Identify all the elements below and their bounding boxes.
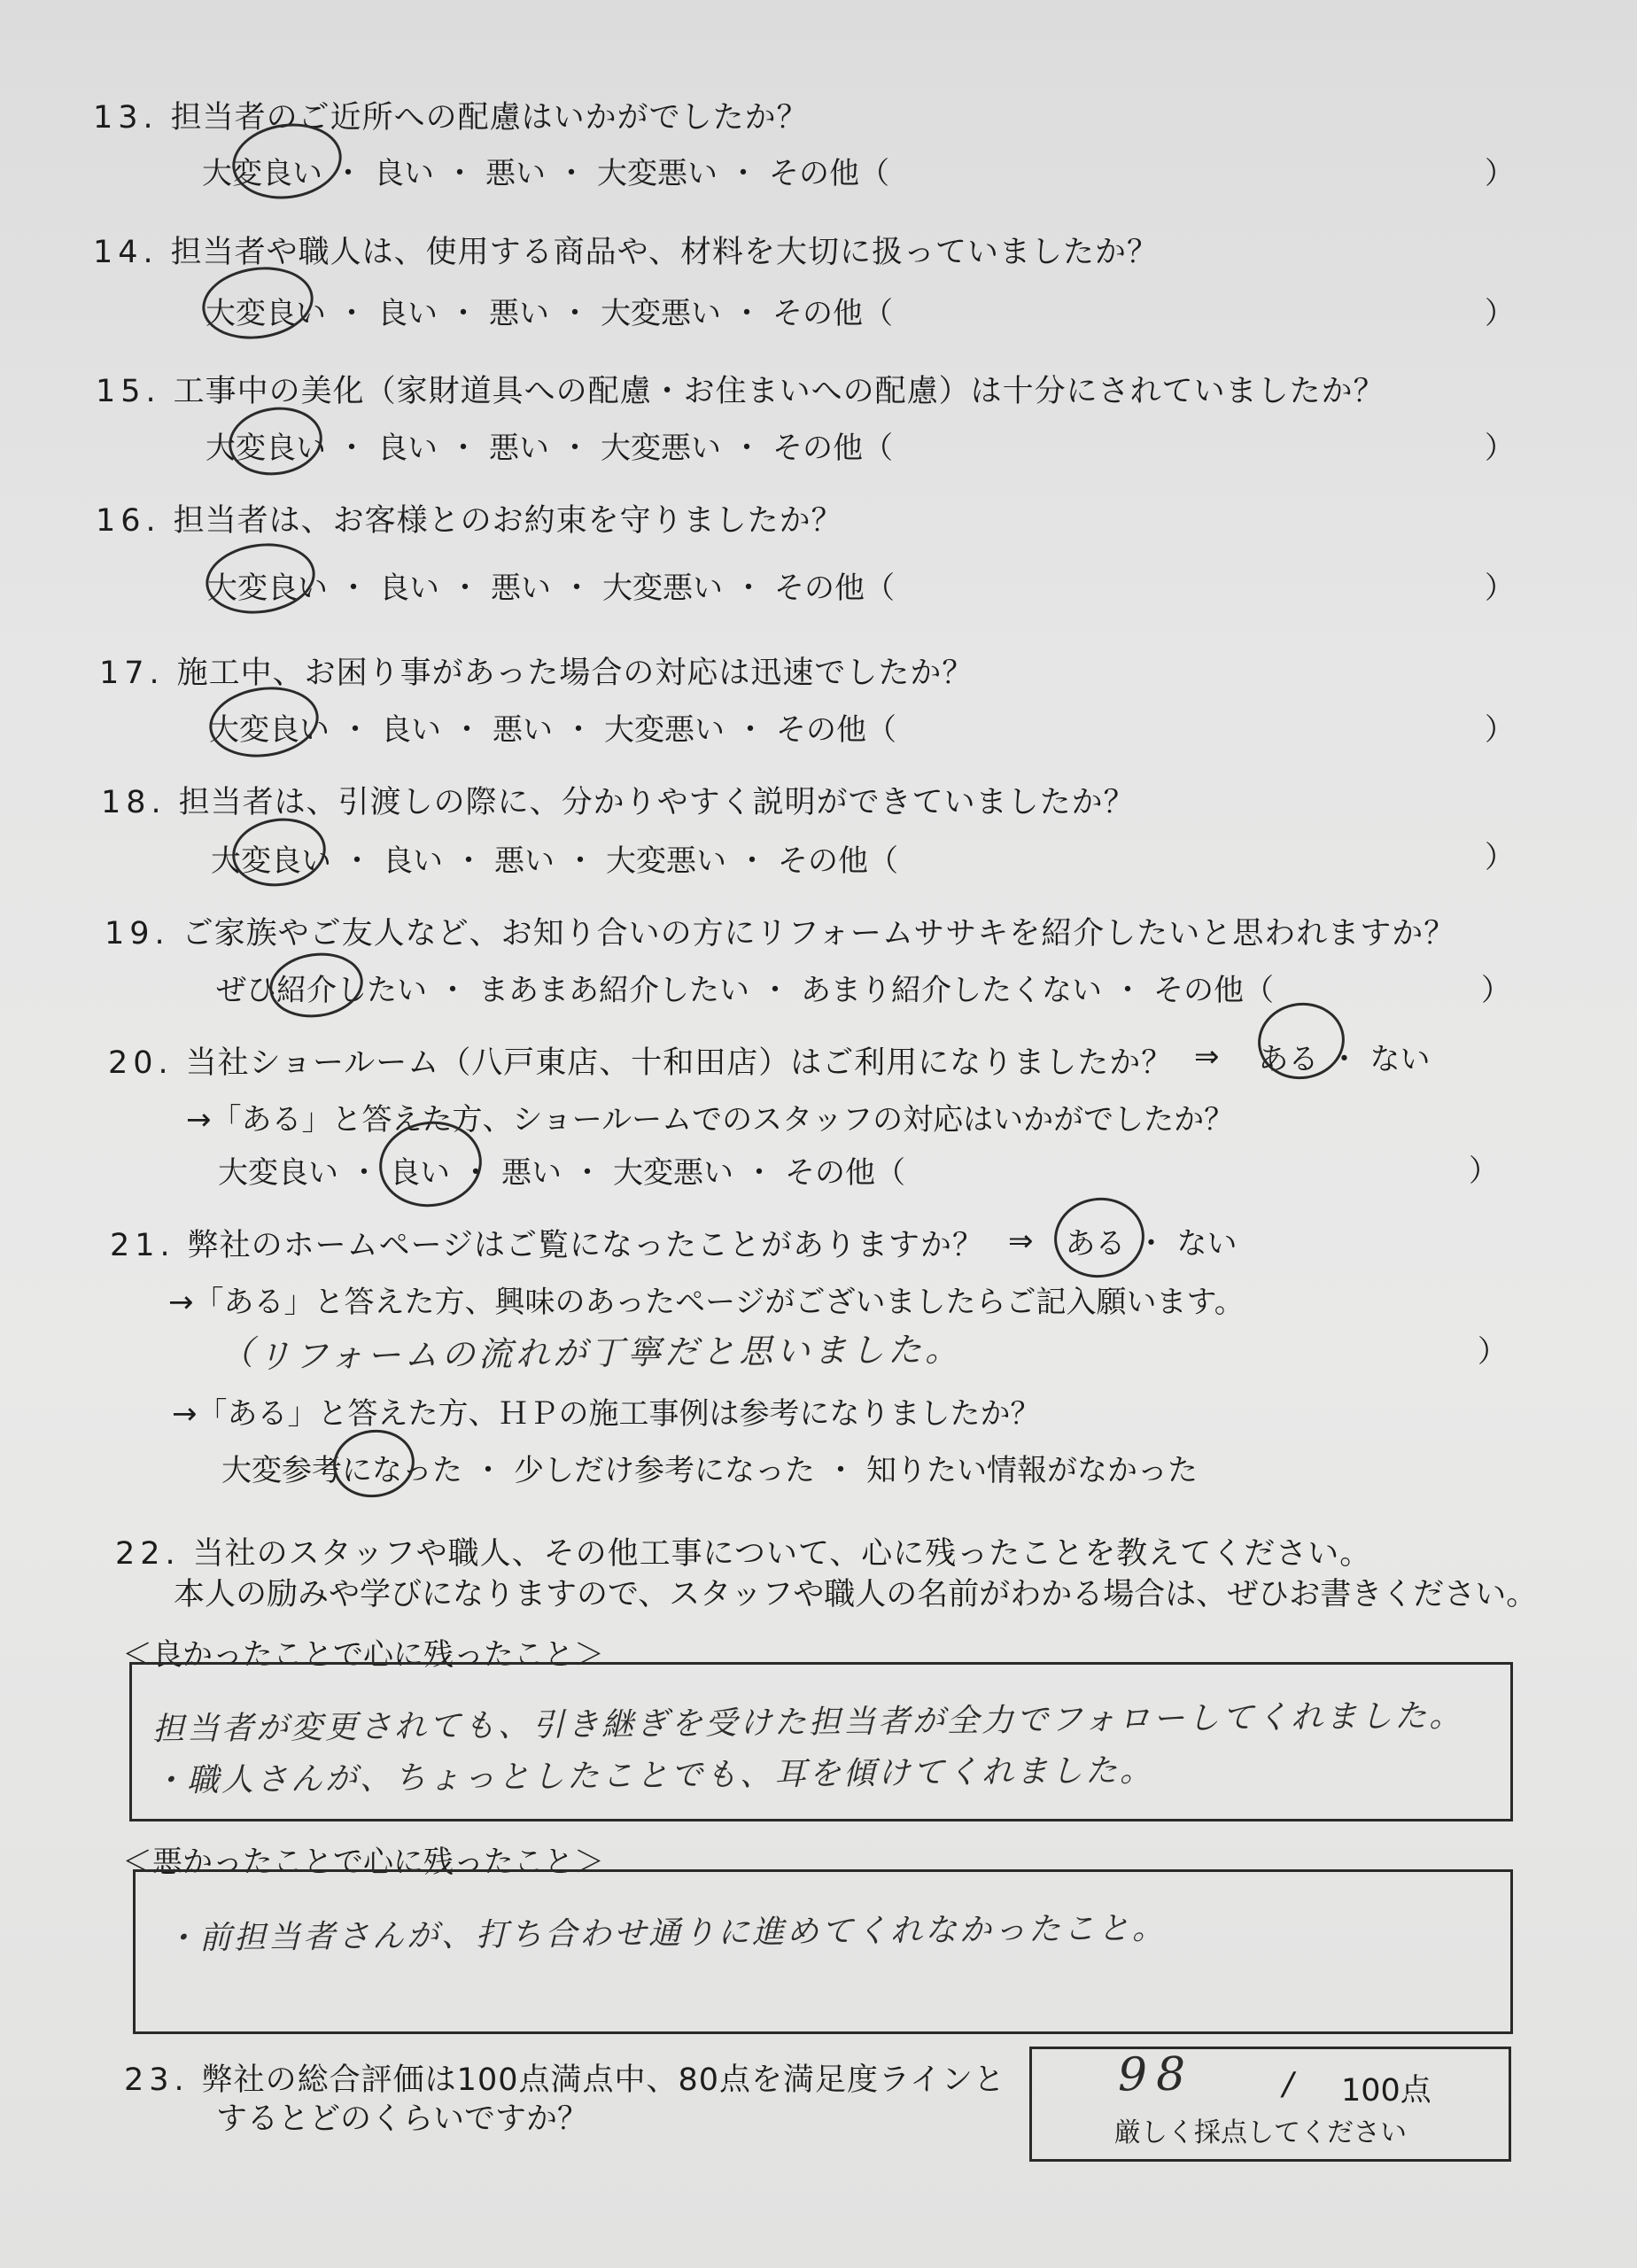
handwritten-good-comment-1: 担当者が変更されても、引き継ぎを受けた担当者が全力でフォローしてくれました。 [151, 1697, 1464, 1748]
question-23: 23. 弊社の総合評価は100点満点中、80点を満足度ラインと [124, 2062, 1005, 2098]
score-max: 100点 [1341, 2073, 1431, 2109]
paren-close: ） [1485, 156, 1515, 191]
handwritten-interest-answer: リフォームの流れが丁寧だと思いました。 [256, 1329, 963, 1377]
option-good[interactable]: 良い [374, 156, 434, 191]
option-good[interactable]: 良い [381, 712, 441, 748]
option-definitely-recommend[interactable]: ぜひ紹介したい [216, 973, 427, 1008]
answer-circle-mark [329, 1425, 419, 1503]
option-very-good[interactable]: 大変良い [209, 712, 330, 748]
option-other[interactable]: その他（ [774, 571, 895, 606]
question-14: 14. 担当者や職人は、使用する商品や、材料を大切に扱っていましたか？ [93, 235, 1159, 270]
question-23-line-2: するとどのくらいですか？ [216, 2101, 589, 2137]
option-not-helpful[interactable]: 知りたい情報がなかった [866, 1453, 1198, 1488]
handwritten-good-comment-2: ・職人さんが、ちょっとしたことでも、耳を傾けてくれました。 [151, 1752, 1155, 1799]
option-bad[interactable]: 悪い [494, 843, 555, 879]
option-other[interactable]: その他（ [776, 712, 896, 748]
option-no[interactable]: ない [1369, 1042, 1431, 1077]
option-bad[interactable]: 悪い [493, 712, 553, 748]
q16-options: 大変良い ・ 良い ・ 悪い ・ 大変悪い ・ その他（ [207, 563, 895, 607]
option-bad[interactable]: 悪い [491, 571, 551, 606]
option-very-bad[interactable]: 大変悪い [601, 296, 721, 331]
option-very-good[interactable]: 大変良い [206, 296, 326, 331]
option-good[interactable]: 良い [377, 431, 438, 466]
answer-circle-mark [198, 260, 318, 346]
option-yes[interactable]: ある [1258, 1042, 1319, 1077]
option-good[interactable]: 良い [377, 296, 438, 331]
option-very-good[interactable]: 大変良い [202, 156, 322, 191]
option-other[interactable]: その他（ [772, 296, 893, 331]
option-bad[interactable]: 悪い [485, 156, 546, 191]
q13-options: 大変良い ・ 良い ・ 悪い ・ 大変悪い ・ その他（ [202, 149, 889, 192]
q20-subquestion: →「ある」と答えた方、ショールームでのスタッフの対応はいかがでしたか？ [186, 1102, 1235, 1138]
q21-subquestion-1: →「ある」と答えた方、興味のあったページがございましたらご記入願います。 [168, 1285, 1245, 1320]
q14-options: 大変良い ・ 良い ・ 悪い ・ 大変悪い ・ その他（ [206, 289, 893, 332]
q20-yes-no: ⇒ ある ・ ない [1194, 1035, 1431, 1078]
q18-options: 大変良い ・ 良い ・ 悪い ・ 大変悪い ・ その他（ [211, 836, 898, 880]
option-other[interactable]: その他（ [769, 156, 889, 191]
option-good[interactable]: 良い [379, 571, 439, 606]
question-21: 21. 弊社のホームページはご覧になったことがありますか？ [110, 1228, 984, 1263]
handwritten-bad-comment-1: ・前担当者さんが、打ち合わせ通りに進めてくれなかったこと。 [164, 1910, 1168, 1957]
option-very-good[interactable]: 大変良い [218, 1155, 338, 1191]
question-15: 15. 工事中の美化（家財道具への配慮・お住まいへの配慮）は十分にされていましたか？ [96, 374, 1385, 409]
score-note: 厳しく採点してください [1114, 2117, 1407, 2148]
answer-circle-mark [1049, 1192, 1150, 1283]
q15-options: 大変良い ・ 良い ・ 悪い ・ 大変悪い ・ その他（ [206, 423, 893, 467]
question-number: 13. [93, 100, 159, 136]
option-somewhat-recommend[interactable]: まあまあ紹介したい [478, 973, 749, 1008]
bad-comments-heading: ＜悪かったことで心に残ったこと＞ [122, 1845, 604, 1880]
q21-sub-options: 大変参考になった ・ 少しだけ参考になった ・ 知りたい情報がなかった [221, 1446, 1198, 1489]
option-no[interactable]: ない [1176, 1226, 1237, 1262]
q22-instructions: 本人の励みや学びになりますので、スタッフや職人の名前がわかる場合は、ぜひお書きください。 [174, 1577, 1538, 1612]
question-16: 16. 担当者は、お客様とのお約束を守りましたか？ [96, 503, 843, 539]
option-very-good[interactable]: 大変良い [206, 431, 326, 466]
answer-circle-mark [224, 401, 327, 481]
option-good[interactable]: 良い [383, 843, 443, 879]
question-text: 担当者のご近所への配慮はいかがでしたか？ [170, 100, 809, 136]
option-bad[interactable]: 悪い [489, 296, 549, 331]
good-comments-heading: ＜良かったことで心に残ったこと＞ [122, 1637, 604, 1673]
q19-options: ぜひ紹介したい ・ まあまあ紹介したい ・ あまり紹介したくない ・ その他（ [216, 966, 1274, 1009]
option-other[interactable]: その他（ [778, 843, 898, 879]
question-13 [93, 93, 809, 137]
q17-options: 大変良い ・ 良い ・ 悪い ・ 大変悪い ・ その他（ [209, 705, 896, 749]
q21-subquestion-2: →「ある」と答えた方、ＨＰの施工事例は参考になりましたか？ [172, 1396, 1041, 1432]
option-other[interactable]: その他（ [1153, 973, 1274, 1008]
option-slightly-helpful[interactable]: 少しだけ参考になった [514, 1453, 815, 1488]
option-very-bad[interactable]: 大変悪い [602, 571, 723, 606]
answer-circle-mark [201, 537, 320, 620]
option-very-bad[interactable]: 大変悪い [613, 1155, 733, 1191]
answer-circle-mark [266, 947, 368, 1023]
score-slash: / [1283, 2066, 1294, 2102]
answer-circle-mark [228, 812, 330, 892]
option-yes[interactable]: ある [1065, 1226, 1126, 1262]
option-very-bad[interactable]: 大変悪い [604, 712, 725, 748]
option-other[interactable]: その他（ [785, 1155, 905, 1191]
option-very-bad[interactable]: 大変悪い [606, 843, 726, 879]
option-not-really-recommend[interactable]: あまり紹介したくない [801, 973, 1102, 1008]
option-very-bad[interactable]: 大変悪い [601, 431, 721, 466]
q21-yes-no: ⇒ ある ・ ない [1008, 1219, 1237, 1262]
option-very-good[interactable]: 大変良い [211, 843, 331, 879]
question-22: 22. 当社のスタッフや職人、その他工事について、心に残ったことを教えてください。 [115, 1536, 1372, 1572]
option-very-good[interactable]: 大変良い [207, 571, 328, 606]
option-very-helpful[interactable]: 大変参考になった [221, 1453, 462, 1488]
option-very-bad[interactable]: 大変悪い [597, 156, 718, 191]
question-18: 18. 担当者は、引渡しの際に、分かりやすく説明ができていましたか？ [101, 785, 1136, 820]
q20-sub-options: 大変良い ・ 良い ・ 悪い ・ 大変悪い ・ その他（ [218, 1148, 905, 1192]
question-20: 20. 当社ショールーム（八戸東店、十和田店）はご利用になりましたか？ [108, 1045, 1174, 1081]
handwritten-score: 98 [1117, 2047, 1195, 2102]
option-good[interactable]: 良い [390, 1155, 450, 1191]
option-other[interactable]: その他（ [772, 431, 893, 466]
question-17: 17. 施工中、お困り事があった場合の対応は迅速でしたか？ [99, 656, 974, 691]
option-bad[interactable]: 悪い [501, 1155, 562, 1191]
option-bad[interactable]: 悪い [489, 431, 549, 466]
survey-sheet: 13. 担当者のご近所への配慮はいかがでしたか？ 大変良い ・ 良い ・ 悪い ・ 大変悪い ・ その他（ ） 14. 担当者や職人は、使用する商品や、材料を大切に扱っていましたか？ 大変良い ・ 良い ・ 悪い ・ 大変悪い ・ その他（ ） 15. 工事中の美化（家財道具への配慮・お住まいへの配慮）は十分にされていましたか？ 大変良い ・ 良い ・ 悪い ・ 大変悪い ・ その他（ ） 16. 担当者は、お客様とのお約束を守りましたか？ 大変良い ・ 良い ・ 悪い ・ 大変悪い ・ その他（ ） 17. 施工中、お困り事があった場合の対応は迅速でしたか？ 大変良い ・ 良い ・ 悪い ・ 大変悪い ・ その他（ ） 18. 担当者は、引渡しの際に、分かりやすく説明ができていましたか？ 大変良い ・ 良い ・ 悪い ・ 大変悪い ・ その他（ ） 19. ご家族やご友人など、お知り合いの方にリフォームササキを紹介したいと思われますか？ ぜひ紹介したい ・ まあまあ紹介したい ・ あまり紹介したくない ・ その他（ ） 20. 当社ショールーム（八戸東店、十和田店）はご利用になりましたか？ ⇒ ある ・ ない →「ある」と答えた方、ショールームでのスタッフの対応はいかがでしたか？ 大変良い ・ 良い ・ 悪い ・ 大変悪い ・ その他（ ） 21. 弊社のホームページはご覧になったことがありますか？ ⇒ ある ・ ない →「ある」と答えた方、興味のあったページがございましたらご記入願います。 （ リフォームの流れが丁寧だと思いました。 ） →「ある」と答えた方、ＨＰの施工事例は参考になりましたか？ 大変参考になった ・ 少しだけ参考になった ・ 知りたい情報がなかった 22. 当社のスタッフや職人、その他工事について、心に残ったことを教えてください。 本人の励みや学びになりますので、スタッフや職人の名前がわかる場合は、ぜひお書きください。 ＜良かったことで心に残ったこと＞ 担当者が変更されても、引き継ぎを受けた担当者が全力でフォローしてくれました。 ・職人さんが、ちょっとしたことでも、耳を傾けてくれました。 ＜悪かったことで心に残ったこと＞ ・前担当者さんが、打ち合わせ通りに進めてくれなかったこと。 23. 弊社の総合評価は100点満点中、80点を満足度ラインと するとどのくらいですか？ 98 / 100点 厳しく採点してください [0, 0, 1637, 2268]
question-19: 19. ご家族やご友人など、お知り合いの方にリフォームササキを紹介したいと思われますか？ [105, 916, 1456, 951]
